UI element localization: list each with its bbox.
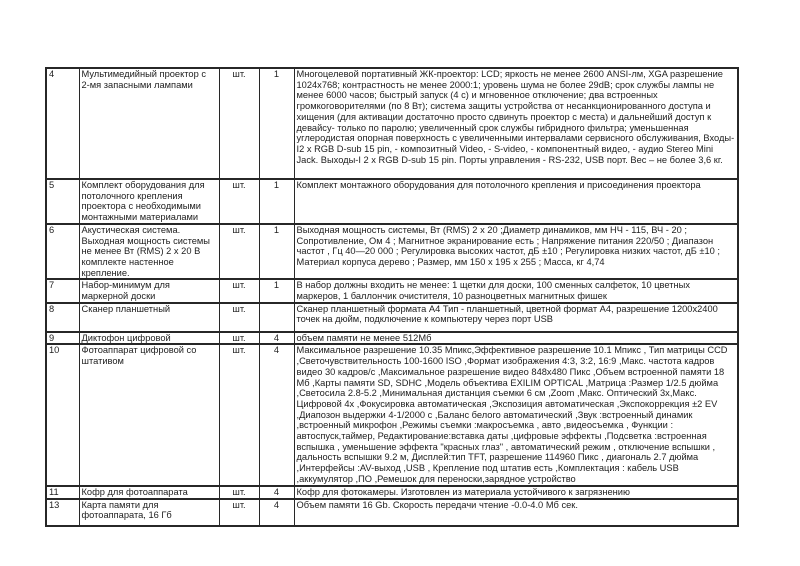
cell-item-name: Мультимедийный проектор с 2-мя запасными лампами xyxy=(79,68,219,179)
cell-quantity: 1 xyxy=(259,68,294,179)
cell-item-name: Карта памяти для фотоаппарата, 16 Гб xyxy=(79,499,219,526)
cell-unit: шт. xyxy=(219,179,259,224)
cell-quantity: 1 xyxy=(259,224,294,280)
cell-item-name: Диктофон цифровой xyxy=(79,332,219,345)
cell-row-number: 7 xyxy=(46,279,79,302)
cell-item-name: Акустическая система. Выходная мощность системы не менее Вт (RMS) 2 х 20 В комплекте настенное крепление. xyxy=(79,224,219,280)
cell-description: Максимальное разрешение 10.35 Мпикс,Эффективное разрешение 10.1 Мпикс , Тип матрицы CCD ,Светочувствительность 100-1600 ISO ,Формат изображения 4:3, 3:2, 16:9 ,Макс. частота кадров видео 30 кадров/с ,Максимальное разрешение видео 848х480 Пикс ,Объем встроенной памяти 18 Мб ,Карты памяти SD, SDHC ,Модель объектива EXILIM OPTICAL ,Матрица :Размер 1/2.5 дюйма ,Светосила 2.8-5.2 ,Минимальная дистанция съемки 6 см ,Zoom ,Макс. Оптический 3x,Макс. Цифровой 4x ,Фокусировка автоматическая ,Экспозиция автоматическая ,Экспокоррекция ±2 EV ,Диапозон выдержки 4-1/2000 с ,Баланс белого автоматический ,Звук :встроенный динамик ,встроенный микрофон ,Режимы съемки :макросъемка , авто ,видеосъемка , Функции : автоспуск,таймер, Редактирование:вставка даты ,цифровые эффекты ,Подсветка :встроенная вспышка , уменьшение эффекта "красных глаз" , автоматический режим , отключение вспышки , дальность вспышки 9.2 м, Дисплей:тип TFT, разрешение 114960 Пикс , диагональ 2.7 дюйма ,Интерфейсы :AV-выход ,USB , Крепление под штатив есть ,Комплектация : кабель USB ,аккумулятор ,ПО ,Ремешок для переноски,зарядное устройство xyxy=(294,344,738,485)
cell-quantity: 4 xyxy=(259,486,294,499)
cell-quantity: 4 xyxy=(259,332,294,345)
specification-table xyxy=(45,67,739,527)
cell-description: Объем памяти 16 Gb. Скорость передачи чтение -0.0-4.0 Мб сек. xyxy=(294,499,738,526)
cell-description: Комплект монтажного оборудования для потолочного крепления и присоединения проектора xyxy=(294,179,738,224)
cell-description: Кофр для фотокамеры. Изготовлен из материала устойчивого к загрязнению xyxy=(294,486,738,499)
cell-item-name: Сканер планшетный xyxy=(79,303,219,332)
cell-unit: шт. xyxy=(219,224,259,280)
table-row xyxy=(46,499,738,526)
table-row xyxy=(46,179,738,224)
cell-unit: шт. xyxy=(219,344,259,485)
cell-item-name: Набор-минимум для маркерной доски xyxy=(79,279,219,302)
table-row xyxy=(46,279,738,302)
table-row xyxy=(46,224,738,280)
cell-description: объем памяти не менее 512Мб xyxy=(294,332,738,345)
cell-unit: шт. xyxy=(219,279,259,302)
table-row xyxy=(46,344,738,485)
cell-quantity: 4 xyxy=(259,344,294,485)
cell-quantity: 4 xyxy=(259,499,294,526)
cell-item-name: Комплект оборудования для потолочного крепления проектора с необходимыми монтажными материалами xyxy=(79,179,219,224)
cell-row-number: 5 xyxy=(46,179,79,224)
cell-item-name: Кофр для фотоаппарата xyxy=(79,486,219,499)
cell-quantity: 1 xyxy=(259,279,294,302)
cell-description: В набор должны входить не менее: 1 щетки для доски, 100 сменных салфеток, 10 цветных маркеров, 1 баллончик очистителя, 10 разноцветных магнитных фишек xyxy=(294,279,738,302)
cell-unit: шт. xyxy=(219,332,259,345)
cell-unit: шт. xyxy=(219,68,259,179)
table-row xyxy=(46,486,738,499)
cell-description: Многоцелевой портативный ЖК-проектор: LCD; яркость не менее 2600 ANSI-лм, XGA разрешение 1024х768; контрастность не менее 2000:1; уровень шума не более 29dB; срок службы лампы не менее 6000 часов; быстрый запуск (4 с) и мгновенное отключение; два встроенных громкоговорителями (по 8 Вт); система защиты устройства от несанкционированного доступа и хищения (для активации достаточно просто сдвинуть проектор с места) и дальнейший доступ к девайсу- только по паролю; увеличенный срок службы гибридного фильтра; уменьшенная углеродистая опорная поверхность с увеличенными интервалами сервисного обслуживания, Входы-I2 x RGB D-sub 15 pin, - композитный Video, - S-video, - компонентный видео, - аудио Stereo Mini Jack. Выходы-I 2 x RGB D-sub 15 pin. Порты управления - RS-232, USB порт. Вес – не более 3,6 кг. xyxy=(294,68,738,179)
cell-item-name: Фотоаппарат цифровой со штативом xyxy=(79,344,219,485)
cell-row-number: 10 xyxy=(46,344,79,485)
cell-row-number: 6 xyxy=(46,224,79,280)
specification-table-container xyxy=(45,67,739,527)
cell-quantity xyxy=(259,303,294,332)
cell-row-number: 8 xyxy=(46,303,79,332)
cell-quantity: 1 xyxy=(259,179,294,224)
table-row xyxy=(46,332,738,345)
cell-unit: шт. xyxy=(219,303,259,332)
cell-description: Выходная мощность системы, Вт (RMS) 2 х 20 ;Диаметр динамиков, мм НЧ - 115, ВЧ - 20 ; Сопротивление, Ом 4 ; Магнитное экранирование есть ; Напряжение питания 220/50 ; Диапазон частот , Гц 40—20 000 ; Регулировка высоких частот, дБ ±10 ; Регулировка низких частот, дБ ±10 ; Материал корпуса дерево ; Размер, мм 150 х 195 х 255 ; Масса, кг 4,74 xyxy=(294,224,738,280)
cell-row-number: 4 xyxy=(46,68,79,179)
cell-description: Сканер планшетный формата А4 Тип - планшетный, цветной формат А4, разрешение 1200х2400 точек на дюйм, подключение к компьютеру через порт USB xyxy=(294,303,738,332)
cell-unit: шт. xyxy=(219,486,259,499)
cell-row-number: 11 xyxy=(46,486,79,499)
table-row xyxy=(46,68,738,179)
table-row xyxy=(46,303,738,332)
cell-unit: шт. xyxy=(219,499,259,526)
cell-row-number: 13 xyxy=(46,499,79,526)
cell-row-number: 9 xyxy=(46,332,79,345)
